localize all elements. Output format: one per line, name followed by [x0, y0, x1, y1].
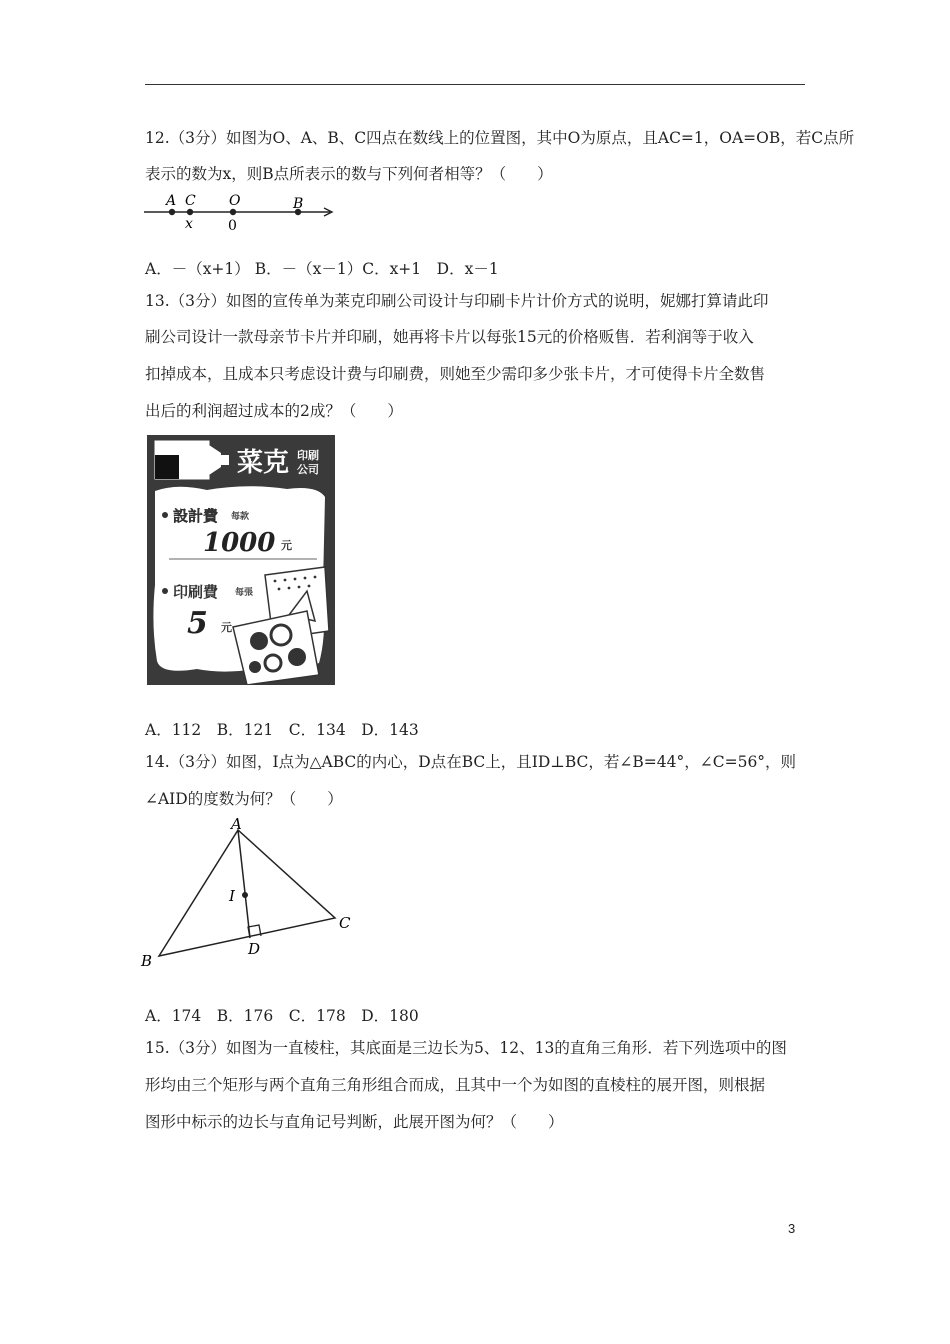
q13-text-line2: 刷公司设计一款母亲节卡片并印刷，她再将卡片以每张15元的价格贩售．若利润等于收入 [145, 328, 754, 346]
label-i: I [229, 887, 235, 905]
q15-text-line2: 形均由三个矩形与两个直角三角形组合而成，且其中一个为如图的直棱柱的展开图，则根据 [145, 1076, 766, 1094]
q13-text-line4: 出后的利润超过成本的2成？（ ） [145, 402, 403, 420]
print-fee-currency: 元 [221, 621, 232, 634]
point-a [169, 209, 175, 215]
label-b: B [141, 952, 153, 970]
q15-text-line3: 图形中标示的边长与直角记号判断，此展开图为何？（ ） [145, 1113, 564, 1131]
q13-options: A．112 B．121 C．134 D．143 [145, 721, 419, 739]
point-c [187, 209, 193, 215]
label-b: B [293, 196, 304, 212]
label-c: C [339, 914, 351, 932]
q12-text-line1: 12.（3分）如图为O、A、B、C四点在数线上的位置图，其中O为原点，且AC=1，OA=OB，若C点所 [145, 129, 855, 147]
label-a: A [166, 193, 177, 209]
print-fee-price: 5 [187, 606, 208, 641]
label-zero: 0 [228, 218, 237, 234]
point-o [230, 209, 236, 215]
q13-text-line3: 扣掉成本，且成本只考虑设计费与印刷费，则她至少需印多少张卡片，才可使得卡片全数售 [145, 365, 766, 383]
q14-options: A．174 B．176 C．178 D．180 [145, 1007, 419, 1025]
segment-ad [238, 830, 250, 938]
company-name: 菜克 [237, 448, 290, 478]
q12-options: A．－（x+1） B．－（x－1）C．x+1 D．x－1 [145, 260, 499, 278]
q15-text-line1: 15.（3分）如图为一直棱柱，其底面是三边长为5、12、13的直角三角形．若下列选项中的图 [145, 1039, 787, 1057]
q13-text-line1: 13.（3分）如图的宣传单为莱克印刷公司设计与印刷卡片计价方式的说明，妮娜打算请此印 [145, 292, 769, 310]
label-x: x [185, 216, 193, 232]
company-sub1: 印刷 [297, 449, 319, 462]
incenter-point [242, 892, 248, 898]
design-fee-currency: 元 [281, 539, 292, 552]
triangle-figure [137, 814, 362, 974]
design-fee-unit: 每款 [231, 512, 250, 522]
print-fee-unit: 每張 [235, 588, 254, 598]
q14-text-line2: ∠AID的度数为何？（ ） [145, 790, 343, 808]
header-rule [145, 84, 805, 85]
page-number: 3 [788, 1221, 796, 1236]
number-line-figure [140, 190, 340, 234]
print-fee-label: 印刷費 [173, 583, 219, 601]
label-a: A [231, 815, 242, 833]
flyer-image [147, 435, 335, 685]
label-o: O [229, 193, 241, 209]
q12-text-line2: 表示的数为x，则B点所表示的数与下列何者相等？（ ） [145, 165, 553, 183]
company-sub2: 公司 [297, 463, 319, 476]
label-c: C [185, 193, 196, 209]
design-fee-label: 設計費 [173, 507, 219, 525]
q14-text-line1: 14.（3分）如图，I点为△ABC的内心，D点在BC上，且ID⊥BC，若∠B=44°，∠C=56°，则 [145, 753, 797, 771]
label-d: D [248, 940, 261, 958]
design-fee-price: 1000 [203, 528, 276, 558]
